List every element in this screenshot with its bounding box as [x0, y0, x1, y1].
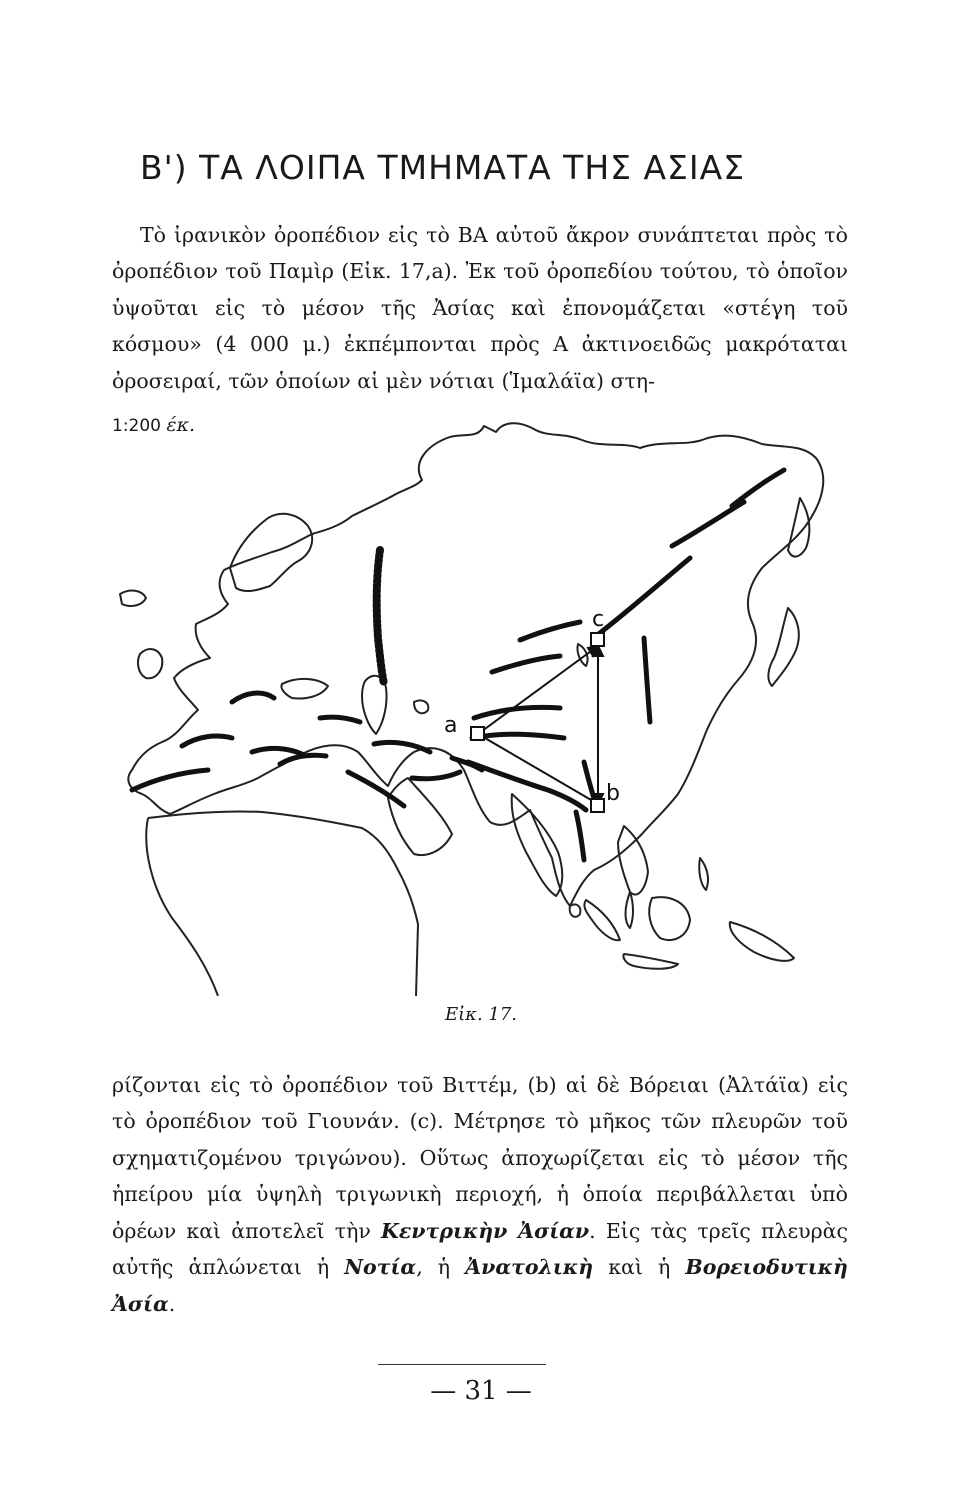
kamchatka-outline	[788, 498, 809, 557]
sumatra-outline	[584, 900, 620, 940]
paragraph-bottom-text-5: .	[168, 1291, 176, 1316]
term-east-asia: Ἀνατολικὴ	[465, 1255, 594, 1279]
khingan-range	[644, 638, 650, 722]
paragraph-top: Τὸ ἰρανικὸν ὀροπέδιον εἰς τὸ ΒΑ αὐτοῦ ἄκρον συνάπτεται πρὸς τὸ ὀροπέδιον τοῦ Παμὶρ (Εἰκ. 17,a). Ἐκ τοῦ ὀροπεδίου τούτου, τὸ ὁποῖον ὑψοῦται εἰς τὸ μέσον τῆς Ἀσίας καὶ ἐπονομάζεται «στέγη τοῦ κόσμου» (4 000 μ.) ἐκπέμπονται πρὸς Α ἀκτινοειδῶς μακρόταται ὀροσειραί, τῶν ὁποίων αἱ μὲν νότιαι (Ἱμαλάϊα) στη-	[112, 222, 848, 393]
sayan-range	[520, 622, 580, 640]
vertex-c-marker	[591, 633, 604, 646]
stanovoy-range	[672, 502, 744, 546]
paragraph-bottom-text-4: καὶ ἡ	[608, 1255, 671, 1279]
java-outline	[623, 954, 678, 969]
indochina-range	[576, 812, 584, 860]
label-a: a	[444, 713, 458, 738]
vertex-b-marker	[591, 799, 604, 812]
sri-lanka-outline	[570, 904, 581, 916]
anatolia-range	[280, 755, 326, 764]
figure-caption: Εἰκ. 17.	[444, 1004, 518, 1025]
scale-ratio: 1:200	[112, 416, 161, 436]
iceland-outline	[120, 591, 146, 606]
aral-sea-outline	[414, 700, 428, 713]
elburz-range	[374, 742, 430, 752]
british-isles-outline	[138, 649, 162, 678]
borneo-outline	[649, 897, 690, 940]
yablonovy-range	[596, 558, 690, 636]
asia-relief-map	[112, 418, 852, 996]
carpathians-range	[232, 693, 274, 702]
coastline	[120, 423, 823, 996]
hindu-kush-range	[412, 772, 460, 779]
mountain-ranges	[132, 470, 784, 860]
arabia-outline	[388, 778, 452, 855]
label-c: c	[592, 607, 605, 632]
tian-shan-range	[474, 707, 560, 718]
term-south-asia: Νοτία	[344, 1255, 417, 1279]
vertex-a-marker	[471, 727, 484, 740]
term-central-asia: Κεντρικὴν Ἀσίαν	[381, 1218, 590, 1243]
section-heading: Β') ΤΑ ΛΟΙΠΑ ΤΜΗΜΑΤΑ ΤΗΣ ΑΣΙΑΣ	[140, 148, 746, 187]
paragraph-bottom-text-3: , ἡ	[416, 1255, 451, 1279]
scale-handwritten-unit: έκ.	[166, 414, 196, 436]
paragraph-bottom	[112, 1067, 848, 1323]
philippines-outline	[699, 858, 708, 890]
malay-peninsula-outline	[626, 892, 634, 928]
ural-mountains	[377, 550, 384, 684]
paragraph-bottom-text-2: . Εἰς τὰς τρεῖς πλευρὰς αὐτῆς ἁπλώνεται ἡ	[112, 1218, 848, 1279]
altai-range	[492, 656, 560, 672]
africa-outline	[146, 811, 418, 996]
triangle-side-ab	[478, 734, 598, 804]
japan-outline	[768, 608, 798, 686]
indochina-outline	[618, 826, 648, 895]
page-number: — 31 —	[430, 1376, 532, 1406]
footer-rule	[378, 1364, 546, 1365]
land-outline	[128, 423, 823, 906]
new-guinea-outline	[730, 922, 794, 961]
balkan-range	[252, 748, 302, 754]
term-northwest-asia: Βορειοδυτικὴ Ἀσία	[112, 1255, 848, 1316]
alps-range	[182, 736, 232, 746]
atlas-range	[132, 770, 208, 790]
paragraph-bottom-text: ρίζονται εἰς τὸ ὀροπέδιον τοῦ Βιττέμ, (b) αἱ δὲ Βόρειαι (Ἀλτάϊα) εἰς τὸ ὀροπέδιον τοῦ Γιουνάν. (c). Μέτρησε τὸ μῆκος τῶν πλευρῶν τοῦ σχηματιζομένου τριγώνου). Οὕτως ἀποχωρίζεται εἰς τὸ μέσον τῆς ἠπείρου μία ὑψηλὴ τριγωνικὴ περιοχή, ἡ ὁποία περιβάλλεται ὑπὸ ὀρέων καὶ ἀποτελεῖ τὴν	[112, 1072, 848, 1243]
india-outline	[512, 794, 563, 896]
caucasus-range	[320, 717, 360, 722]
label-b: b	[606, 781, 620, 806]
black-sea-outline	[281, 679, 328, 699]
kolyma-range	[732, 470, 784, 506]
